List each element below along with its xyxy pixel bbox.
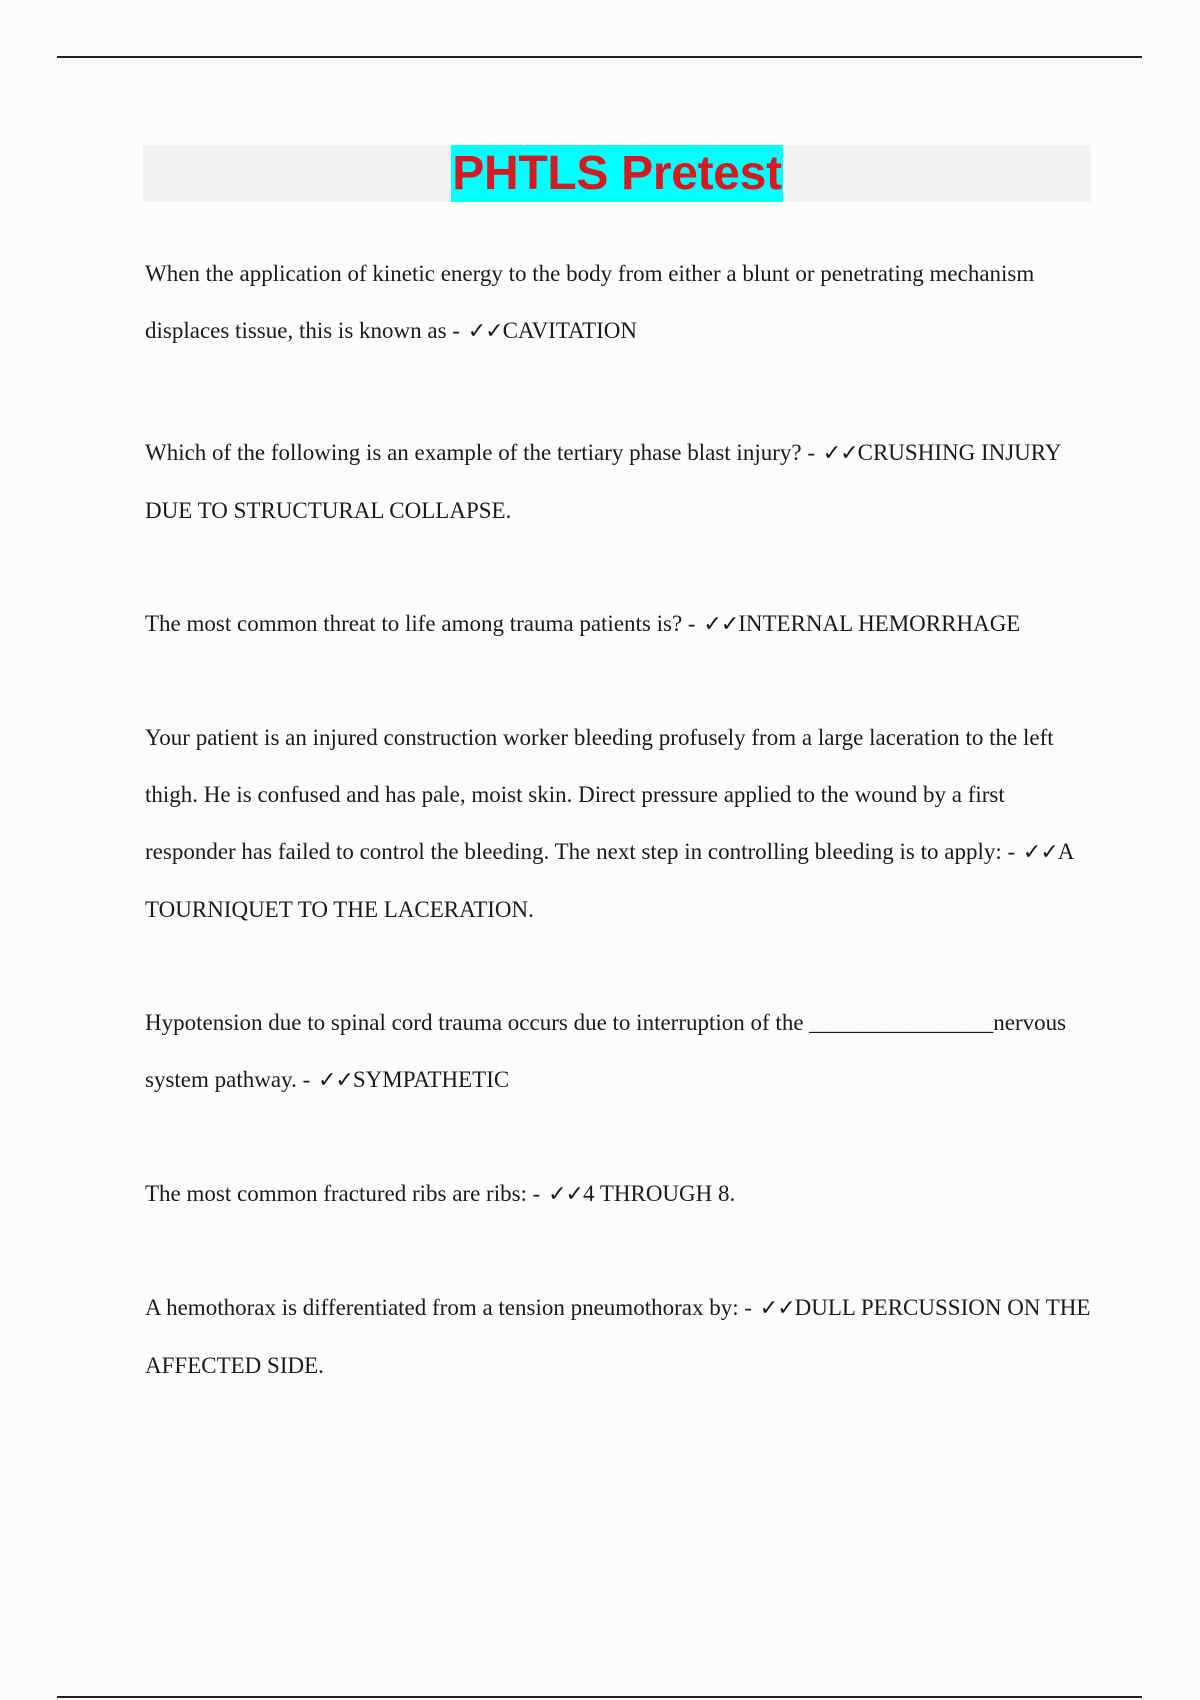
qa-item xyxy=(145,245,1095,360)
top-rule xyxy=(57,56,1142,58)
double-check-icon: ✓✓ xyxy=(822,441,858,466)
qa-item xyxy=(145,1279,1095,1394)
double-check-icon: ✓✓ xyxy=(1022,840,1058,865)
answer-text: A TOURNIQUET TO THE LACERATION. xyxy=(145,839,1074,922)
double-check-icon: ✓✓ xyxy=(759,1296,795,1321)
answer-text: 4 THROUGH 8. xyxy=(582,1181,736,1206)
question-text: Your patient is an injured construction worker bleeding profusely from a large laceration to the left thigh. He is confused and has pale, moist skin. Direct pressure applied to the wound by a first responder has failed to control the bleeding. The next step in controlling bleeding is to apply: - xyxy=(145,725,1054,864)
qa-list xyxy=(145,245,1095,1394)
document-title: PHTLS Pretest xyxy=(452,147,782,200)
qa-item xyxy=(145,709,1095,938)
answer-text: SYMPATHETIC xyxy=(352,1067,510,1092)
double-check-icon: ✓✓ xyxy=(703,612,739,637)
bottom-rule xyxy=(57,1696,1142,1698)
double-check-icon: ✓✓ xyxy=(548,1182,583,1207)
question-text: The most common threat to life among trauma patients is? - xyxy=(145,611,696,636)
qa-item xyxy=(145,994,1095,1109)
qa-item xyxy=(145,424,1095,539)
question-text: When the application of kinetic energy to the body from either a blunt or penetrating mechanism displaces tissue, this is known as - xyxy=(145,261,1035,343)
answer-text: CRUSHING INJURY DUE TO STRUCTURAL COLLAPSE. xyxy=(145,440,1061,523)
qa-item xyxy=(145,1165,1095,1223)
question-text: Hypotension due to spinal cord trauma occurs due to interruption of the ________________nervous system pathway. - xyxy=(145,1010,1067,1092)
double-check-icon: ✓✓ xyxy=(317,1068,353,1093)
question-text: Which of the following is an example of the tertiary phase blast injury? - xyxy=(145,440,815,465)
answer-text: INTERNAL HEMORRHAGE xyxy=(738,611,1021,636)
answer-text: DULL PERCUSSION ON THE AFFECTED SIDE. xyxy=(145,1295,1091,1378)
answer-text: CAVITATION xyxy=(502,318,638,343)
qa-item xyxy=(145,595,1095,653)
question-text: A hemothorax is differentiated from a tension pneumothorax by: - xyxy=(145,1295,753,1320)
double-check-icon: ✓✓ xyxy=(467,319,503,344)
question-text: The most common fractured ribs are ribs: - xyxy=(145,1181,541,1206)
title-band xyxy=(143,145,1091,202)
